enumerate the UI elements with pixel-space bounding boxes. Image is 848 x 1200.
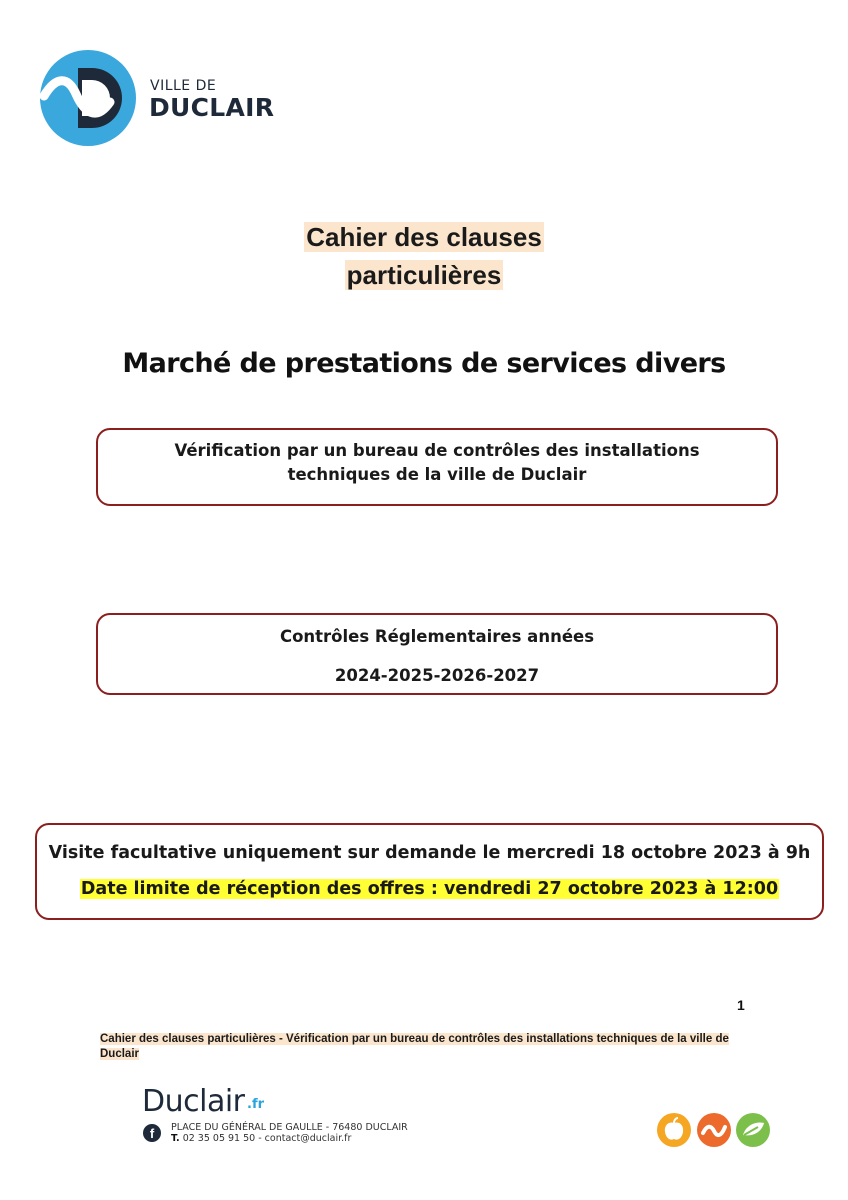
deadline-info: Date limite de réception des offres : vendredi 27 octobre 2023 à 12:00 xyxy=(80,879,779,899)
footer-address xyxy=(171,1122,408,1144)
logo-text-duclair: DUCLAIR xyxy=(149,93,275,122)
dates-box xyxy=(35,823,824,920)
footer-brand: Duclair xyxy=(142,1084,245,1119)
document-title-line1: Cahier des clauses xyxy=(306,222,542,252)
years-label: Contrôles Réglementaires années xyxy=(279,627,595,646)
apple-icon xyxy=(657,1113,691,1147)
footer-brand-suffix: .fr xyxy=(247,1097,265,1112)
facebook-icon: f xyxy=(143,1124,161,1142)
wave-icon xyxy=(697,1113,731,1147)
document-title-line2: particulières xyxy=(346,260,502,290)
object-box xyxy=(96,428,778,506)
leaf-icon xyxy=(736,1113,770,1147)
visit-info: Visite facultative uniquement sur demande le mercredi 18 octobre 2023 à 9h xyxy=(48,843,811,863)
footer-caption: Cahier des clauses particulières - Vérification par un bureau de contrôles des installations techniques de la ville de Duclair xyxy=(100,1033,729,1060)
logo-text-ville-de: VILLE DE xyxy=(150,78,217,94)
document-subtitle: Marché de prestations de services divers xyxy=(122,348,726,379)
address-line1: PLACE DU GÉNÉRAL DE GAULLE - 76480 DUCLAIR xyxy=(171,1122,408,1133)
years-value: 2024-2025-2026-2027 xyxy=(334,666,540,685)
page-number: 1 xyxy=(737,997,745,1013)
years-box xyxy=(96,613,778,695)
address-line2: T. 02 35 05 91 50 - contact@duclair.fr xyxy=(171,1133,352,1144)
object-line2: techniques de la ville de Duclair xyxy=(287,465,587,484)
object-line1: Vérification par un bureau de contrôles des installations xyxy=(174,441,700,460)
